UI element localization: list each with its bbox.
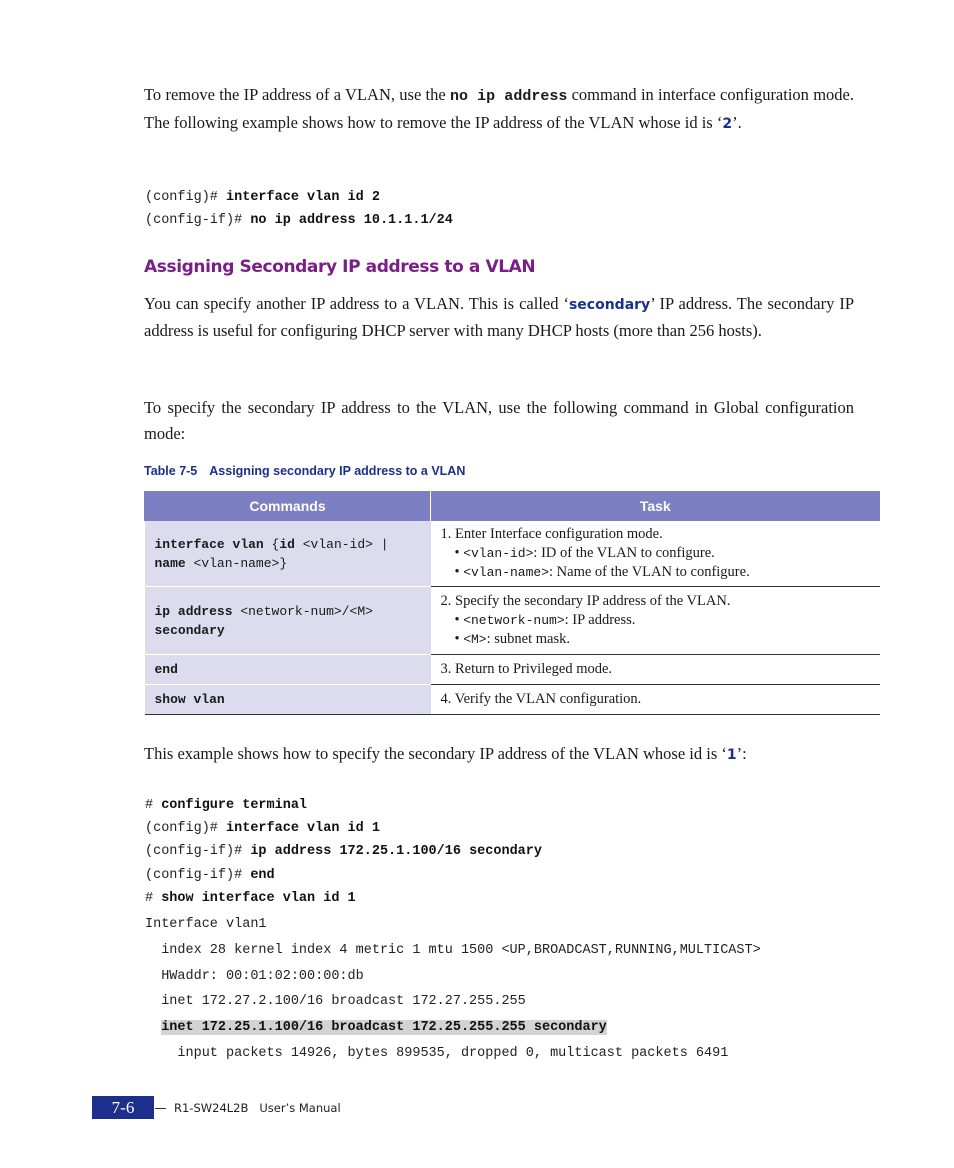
table-row — [145, 685, 880, 715]
para-text-after: ’ IP address. The secondary IP address is useful for configuring DHCP server with many DHCP hosts (more than 256 hosts). — [144, 294, 854, 340]
param-code: <vlan-name> — [463, 565, 550, 580]
output-code-block — [145, 912, 761, 1067]
command: interface vlan id 1 — [226, 821, 380, 837]
cmd-keyword: secondary — [154, 622, 225, 638]
table-number: Table 7-5 — [144, 464, 198, 478]
code-line — [145, 868, 275, 883]
param-code: <vlan-id> — [463, 546, 534, 561]
command: configure terminal — [161, 798, 308, 813]
secondary-keyword-highlight: secondary — [568, 297, 651, 313]
param-desc: : ID of the VLAN to configure. — [533, 545, 715, 561]
prompt: (config-if)# — [145, 844, 251, 860]
output-line: HWaddr: 00:01:02:00:00:db — [161, 968, 364, 984]
task-cell — [431, 521, 880, 587]
prompt: # — [145, 890, 162, 906]
table-caption — [144, 464, 465, 478]
code-line — [145, 821, 380, 836]
cmd-keyword: end — [154, 662, 178, 677]
global-config-paragraph: To specify the secondary IP address to the VLAN, use the following command in Global configuration mode: — [144, 398, 854, 443]
cmd-keyword: name — [154, 555, 186, 571]
no-ip-address-command: no ip address — [450, 88, 568, 105]
task-bullet: • <M>: subnet mask. — [454, 631, 570, 647]
cmd-keyword: ip address — [154, 603, 233, 619]
command-cell — [145, 521, 431, 587]
code-line — [145, 798, 307, 813]
output-line-highlighted: inet 172.25.1.100/16 broadcast 172.25.255.255 secondary — [161, 1020, 607, 1036]
prompt: (config-if)# — [145, 867, 251, 883]
command: interface vlan id 2 — [226, 190, 380, 205]
task-cell — [431, 587, 880, 655]
command-cell — [145, 655, 431, 685]
vlan-id-highlight: 2 — [722, 116, 733, 132]
code-line — [145, 891, 356, 906]
output-line: Interface vlan1 — [145, 917, 267, 932]
command: ip address 172.25.1.100/16 secondary — [250, 844, 542, 860]
command-cell — [145, 685, 431, 715]
code-line — [145, 190, 380, 205]
task-bullet: • <vlan-id>: ID of the VLAN to configure. — [454, 545, 715, 561]
table-row — [145, 655, 880, 685]
param-desc: : IP address. — [564, 612, 636, 628]
output-line: index 28 kernel index 4 metric 1 mtu 1500 <UP,BROADCAST,RUNNING,MULTICAST> — [161, 942, 761, 958]
prompt: (config)# — [145, 821, 227, 837]
para-text: You can specify another IP address to a VLAN. This is called ‘ — [144, 294, 569, 313]
task-column-header: Task — [431, 491, 880, 521]
code-line — [145, 844, 542, 859]
commands-table — [144, 491, 880, 715]
command: show interface vlan id 1 — [161, 890, 356, 906]
example1-code-block — [145, 186, 453, 232]
page-number: 7-6 — [92, 1096, 154, 1119]
intro-text-after: command in interface configuration mode. The following example shows how to remove the IP address of the VLAN whose id is ‘ — [144, 85, 854, 132]
table-row — [145, 587, 880, 655]
task-text: 1. Enter Interface configuration mode. — [440, 526, 663, 542]
param-code: <M> — [463, 632, 487, 647]
secondary-paragraph — [144, 291, 854, 344]
footer-divider — [155, 1108, 166, 1109]
task-text: 2. Specify the secondary IP address of the VLAN. — [440, 593, 731, 609]
para-text-end: ’: — [736, 744, 747, 763]
output-line: input packets 14926, bytes 899535, dropped 0, multicast packets 6491 — [177, 1045, 729, 1061]
prompt: (config-if)# — [145, 213, 251, 228]
prompt: (config)# — [145, 190, 227, 205]
task-cell: 3. Return to Privileged mode. — [431, 655, 880, 685]
command: no ip address 10.1.1.1/24 — [250, 213, 453, 228]
para-text: This example shows how to specify the secondary IP address of the VLAN whose id is ‘ — [144, 744, 727, 763]
commands-column-header: Commands — [145, 491, 431, 521]
task-bullet: • <vlan-name>: Name of the VLAN to configure. — [454, 564, 750, 580]
command-cell — [145, 587, 431, 655]
cmd-keyword: show vlan — [154, 692, 225, 707]
task-cell: 4. Verify the VLAN configuration. — [431, 685, 880, 715]
code-line — [145, 213, 453, 228]
output-line: inet 172.27.2.100/16 broadcast 172.27.255.255 — [161, 994, 526, 1010]
task-bullet: • <network-num>: IP address. — [454, 612, 636, 628]
example2-code-block — [145, 794, 542, 910]
manual-title: R1-SW24L2B User’s Manual — [174, 1101, 341, 1115]
cmd-keyword: id — [279, 536, 295, 552]
table-header-row — [145, 491, 880, 521]
cmd-text: <network-num>/<M> — [232, 603, 373, 619]
param-desc: : subnet mask. — [486, 631, 570, 647]
cmd-text: { — [263, 536, 280, 552]
table-row — [145, 521, 880, 587]
intro-text: To remove the IP address of a VLAN, use the — [144, 85, 450, 104]
intro-paragraph — [144, 82, 854, 137]
example-intro-paragraph — [144, 741, 854, 768]
table-title: Assigning secondary IP address to a VLAN — [209, 464, 466, 478]
cmd-keyword: interface vlan — [154, 536, 264, 552]
cmd-text: <vlan-name>} — [185, 555, 288, 571]
command: end — [250, 867, 275, 883]
vlan-id-highlight: 1 — [726, 747, 737, 763]
prompt: # — [145, 798, 162, 813]
intro-text-end: ’. — [732, 113, 742, 132]
param-code: <network-num> — [463, 613, 565, 628]
section-heading: Assigning Secondary IP address to a VLAN — [144, 257, 536, 277]
param-desc: : Name of the VLAN to configure. — [549, 564, 750, 580]
cmd-text: <vlan-id> | — [294, 536, 389, 552]
